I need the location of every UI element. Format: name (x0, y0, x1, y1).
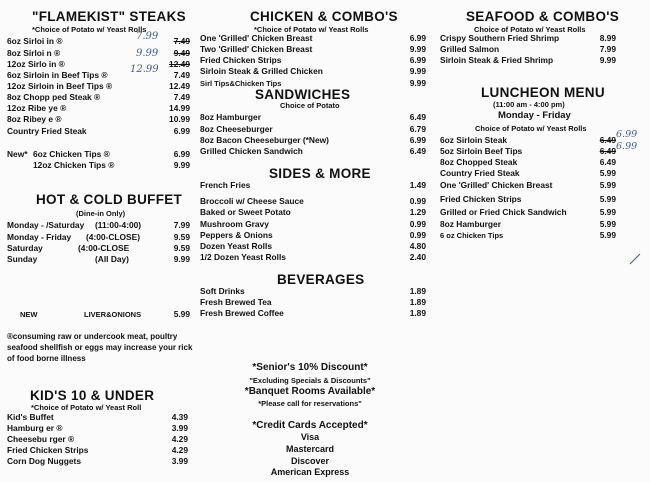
beverages-title: BEVERAGES (277, 272, 365, 287)
sandwich-item-price: 6.49 (409, 112, 426, 122)
chicken-item-name: Two 'Grilled' Chicken Breast (200, 44, 313, 54)
steak-item-price: 12.49 (169, 59, 190, 69)
sandwich-item-name: Grilled Chicken Sandwich (200, 146, 303, 156)
side-item-price: 0.99 (409, 219, 426, 229)
seafood-subtitle: Choice of Potato w/ Yeast Rolls (474, 25, 586, 34)
buffet-title: HOT & COLD BUFFET (36, 192, 183, 207)
steak-item-price: 9.49 (173, 48, 190, 58)
steak-item-name: 6oz Sirloi in ® (7, 36, 63, 46)
seafood-item-price: 7.99 (599, 44, 616, 54)
side-item-price: 1.49 (409, 180, 426, 190)
pen-mark (628, 252, 642, 266)
seafood-item-name: Sirloin Steak & Fried Shrimp (440, 55, 554, 65)
steak-item-price: 6.99 (173, 126, 190, 136)
card-visa: Visa (300, 432, 320, 442)
kids-item-name: Cheesebu rger ® (7, 434, 75, 444)
chicken-item-price: 6.99 (409, 55, 426, 65)
kids-item-price: 4.39 (171, 412, 188, 422)
kids-item-name: Kid's Buffet (7, 412, 54, 422)
steak-item-price: 7.49 (173, 70, 190, 80)
luncheon-item-price: 6.49 (599, 157, 616, 167)
chicken-item-name: One 'Grilled' Chicken Breast (200, 33, 313, 43)
tips-item-price: 9.99 (173, 160, 190, 170)
card-discover: Discover (290, 456, 330, 466)
steak-item-name: 8oz Chopp ped Steak ® (7, 92, 101, 102)
buffet-price: 9.99 (173, 254, 190, 264)
card-amex: American Express (270, 467, 350, 477)
side-item-name: 1/2 Dozen Yeast Rolls (200, 252, 286, 262)
luncheon-title: LUNCHEON MENU (481, 85, 605, 100)
tips-new-label: New* (7, 149, 28, 159)
tips-item-price: 6.99 (173, 149, 190, 159)
side-item-name: Mushroom Gravy (200, 219, 269, 229)
beverage-item-price: 1.89 (409, 297, 426, 307)
liver-name: LIVER&ONIONS (84, 310, 142, 319)
beverage-item-price: 1.89 (409, 308, 426, 318)
buffet-time: (4:00-CLOSE) (86, 232, 140, 242)
banquet-note: *Please call for reservations" (258, 399, 362, 408)
side-item-name: Broccoli w/ Cheese Sauce (200, 196, 304, 206)
liver-price: 5.99 (173, 309, 190, 319)
tips-item-name: 6oz Chicken Tips ® (33, 149, 110, 159)
sandwich-item-price: 6.99 (409, 135, 426, 145)
luncheon-item-name: 8oz Hamburger (440, 219, 501, 229)
beverage-item-price: 1.89 (409, 286, 426, 296)
seafood-title: SEAFOOD & COMBO'S (466, 9, 620, 24)
side-item-price: 0.99 (409, 196, 426, 206)
side-item-price: 2.40 (409, 252, 426, 262)
buffet-day: Monday - /Saturday (7, 220, 85, 230)
seafood-item-price: 8.99 (599, 33, 616, 43)
kids-item-price: 3.99 (171, 456, 188, 466)
luncheon-item-name: 5oz Sirloin Beef Tips (440, 146, 523, 156)
senior-discount: *Senior's 10% Discount* (252, 362, 368, 373)
chicken-item-price: 9.99 (409, 78, 426, 88)
side-item-price: 0.99 (409, 230, 426, 240)
side-item-name: Peppers & Onions (200, 230, 273, 240)
sandwich-item-name: 8oz Hamburger (200, 112, 261, 122)
discount-exclusion: "Excluding Specials & Discounts" (249, 376, 371, 385)
chicken-subtitle: *Choice of Potato w/ Yeast Rolls (254, 25, 369, 34)
sandwiches-subtitle: Choice of Potato (280, 101, 340, 110)
buffet-time: (11:00-4:00) (95, 220, 142, 230)
luncheon-item-name: Country Fried Steak (440, 168, 520, 178)
buffet-time: (4:00-CLOSE (78, 243, 130, 253)
credit-cards-title: *Credit Cards Accepted* (252, 420, 368, 431)
chicken-item-name: Sirl Tips&Chicken Tips (200, 79, 282, 88)
handwritten-price: 6.99 (616, 129, 638, 140)
handwritten-price: 12.99 (130, 64, 159, 75)
buffet-price: 9.59 (173, 232, 190, 242)
side-item-name: Dozen Yeast Rolls (200, 241, 272, 251)
banquet-rooms: *Banquet Rooms Available* (244, 386, 376, 397)
sandwiches-title: SANDWICHES (255, 87, 351, 102)
steak-item-price: 7.49 (173, 36, 190, 46)
kids-item-name: Fried Chicken Strips (7, 445, 89, 455)
sandwich-item-name: 8oz Cheeseburger (200, 124, 273, 134)
steak-item-name: 8oz Ribey e ® (7, 114, 62, 124)
luncheon-item-price: 5.99 (599, 180, 616, 190)
steak-item-name: 12oz Sirlo in ® (7, 59, 65, 69)
luncheon-item-price: 5.99 (599, 168, 616, 178)
kids-item-name: Hamburg er ® (7, 423, 63, 433)
luncheon-item-price: 6.49 (599, 135, 616, 145)
buffet-time: (All Day) (95, 254, 129, 264)
steak-item-price: 10.99 (169, 114, 190, 124)
buffet-price: 9.59 (173, 243, 190, 253)
luncheon-item-name: Fried Chicken Strips (440, 194, 522, 204)
steak-item-price: 12.49 (169, 81, 190, 91)
luncheon-subtitle: Choice of Potato w/ Yeast Rolls (475, 124, 587, 133)
buffet-subtitle: (Dine-in Only) (76, 209, 126, 218)
chicken-item-price: 6.99 (409, 33, 426, 43)
seafood-item-price: 9.99 (599, 55, 616, 65)
side-item-price: 1.29 (409, 207, 426, 217)
steak-item-name: 12oz Ribe ye ® (7, 103, 67, 113)
buffet-day: Sunday (7, 254, 38, 264)
kids-subtitle: *Choice of Potato w/ Yeast Roll (31, 403, 142, 412)
beverage-item-name: Fresh Brewed Coffee (200, 308, 284, 318)
luncheon-hours: (11:00 am - 4:00 pm) (493, 100, 565, 109)
handwritten-price: 9.99 (136, 48, 159, 59)
luncheon-item-price: 5.99 (599, 194, 616, 204)
luncheon-item-price: 5.99 (599, 230, 616, 240)
chicken-item-name: Sirloin Steak & Grilled Chicken (200, 66, 323, 76)
liver-new-label: NEW (20, 310, 38, 319)
side-item-name: French Fries (200, 180, 251, 190)
luncheon-item-name: Grilled or Fried Chick Sandwich (440, 207, 567, 217)
chicken-item-price: 9.99 (409, 44, 426, 54)
luncheon-item-name: 6 oz Chicken Tips (440, 231, 504, 240)
steak-item-name: Country Fried Steak (7, 126, 87, 136)
buffet-day: Saturday (7, 243, 43, 253)
luncheon-item-name: One 'Grilled' Chicken Breast (440, 180, 553, 190)
side-item-price: 4.80 (409, 241, 426, 251)
luncheon-item-price: 5.99 (599, 219, 616, 229)
sides-title: SIDES & MORE (269, 166, 371, 181)
seafood-item-name: Crispy Southern Fried Shrimp (440, 33, 560, 43)
kids-item-price: 4.29 (171, 434, 188, 444)
steaks-title: "FLAMEKIST" STEAKS (32, 9, 186, 24)
luncheon-item-price: 5.99 (599, 207, 616, 217)
kids-item-price: 4.29 (171, 445, 188, 455)
steak-item-name: 6oz Sirloin in Beef Tips ® (7, 70, 108, 80)
luncheon-item-price: 6.49 (599, 146, 616, 156)
chicken-item-price: 9.99 (409, 66, 426, 76)
card-mastercard: Mastercard (285, 444, 335, 454)
food-warning: ®consuming raw or undercook meat, poultry seafood shellfish or eggs may increase your rick of food borne illness (7, 332, 193, 363)
chicken-title: CHICKEN & COMBO'S (250, 9, 398, 24)
beverage-item-name: Soft Drinks (200, 286, 245, 296)
buffet-day: Monday - Friday (7, 232, 72, 242)
handwritten-price: 6.99 (616, 141, 638, 152)
steaks-subtitle: *Choice of Potato w/ Yeast Rolls (32, 25, 147, 34)
steak-item-name: 8oz Sirloi n ® (7, 48, 61, 58)
handwritten-price: 7.99 (136, 31, 159, 42)
steak-item-price: 7.49 (173, 92, 190, 102)
luncheon-item-name: 6oz Sirloin Steak (440, 135, 508, 145)
tips-item-name: 12oz Chicken Tips ® (33, 160, 115, 170)
luncheon-days: Monday - Friday (498, 110, 571, 121)
sandwich-item-price: 6.79 (409, 124, 426, 134)
kids-title: KID'S 10 & UNDER (30, 388, 155, 403)
side-item-name: Baked or Sweet Potato (200, 207, 291, 217)
seafood-item-name: Grilled Salmon (440, 44, 500, 54)
kids-item-price: 3.99 (171, 423, 188, 433)
buffet-price: 7.99 (173, 220, 190, 230)
steak-item-name: 12oz Sirloin in Beef Tips ® (7, 81, 113, 91)
beverage-item-name: Fresh Brewed Tea (200, 297, 272, 307)
sandwich-item-name: 8oz Bacon Cheeseburger (*New) (200, 135, 329, 145)
luncheon-item-name: 8oz Chopped Steak (440, 157, 518, 167)
sandwich-item-price: 6.49 (409, 146, 426, 156)
chicken-item-name: Fried Chicken Strips (200, 55, 282, 65)
kids-item-name: Corn Dog Nuggets (7, 456, 81, 466)
steak-item-price: 14.99 (169, 103, 190, 113)
